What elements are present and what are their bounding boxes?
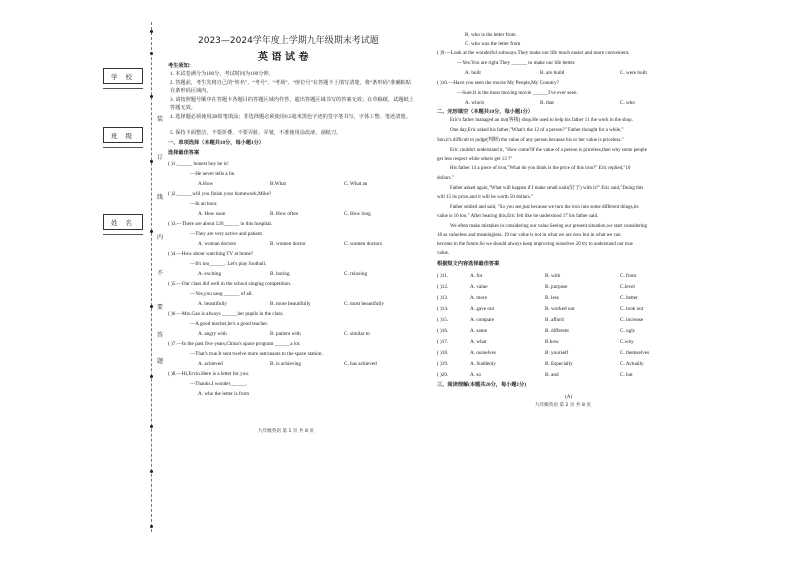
- question: ( )8.—Hi,Ervin.Here is a letter for you.: [168, 371, 250, 377]
- section1-title: 一、单项选择（本题共10分，每小题1分）: [168, 140, 264, 146]
- choice-number: ( )20.: [437, 372, 449, 378]
- seal-char: 装: [156, 116, 163, 123]
- option-b[interactable]: B. different: [545, 328, 569, 334]
- passage-line: Eric's father managed an inn(客栈) shop.He used to help his father 11 the work in the shop.: [450, 118, 633, 123]
- option-c[interactable]: C. ugly: [620, 328, 636, 334]
- section2-subtitle: 根据短文内容选择最佳答案: [437, 261, 500, 267]
- page-footer-left: 九年级英语 第 1 页 共 8 页: [258, 429, 314, 434]
- option-c[interactable]: C.level: [620, 284, 635, 290]
- option-a[interactable]: A. so: [470, 372, 481, 378]
- option-a[interactable]: A. gave out: [470, 306, 495, 312]
- option-b[interactable]: B. Especially: [545, 361, 573, 367]
- question: ( )5.—Our class did well in the school singing competition.: [168, 281, 292, 287]
- choice-number: ( )15.: [437, 317, 449, 323]
- option-b[interactable]: B. more beautifully: [270, 301, 311, 307]
- passage-line: Son,it's difficult to judge(判断) the value of any person because his or her value is priceless.": [437, 138, 624, 143]
- choice-number: ( )13.: [437, 295, 449, 301]
- option-a[interactable]: A. exciting: [198, 271, 222, 277]
- option-a[interactable]: A. beautifully: [198, 301, 227, 307]
- option-a[interactable]: A.How: [198, 181, 214, 187]
- question: ( )1.______ honest boy he is!: [168, 161, 229, 167]
- dialogue-line: —Thanks.I wonder______.: [190, 381, 248, 387]
- choice-number: ( )16.: [437, 328, 449, 334]
- option-c[interactable]: C. themselves: [620, 350, 650, 356]
- notice-item: 4. 选择题必须使用2B铅笔填涂；非选择题必须使用0.5毫米黑色字迹的签字笔书写，字体工整、笔迹清楚。: [170, 114, 411, 120]
- option-b[interactable]: B. purpose: [545, 284, 568, 290]
- subject-title: 英 语 试 卷: [258, 52, 309, 63]
- option-a[interactable]: A. ourselves: [470, 350, 496, 356]
- passage-line: His father 14 a piece of iron,"What do you think is the price of this iron?" Eric replied,"10: [450, 166, 631, 171]
- choice-number: ( )18.: [437, 350, 449, 356]
- option-c[interactable]: C. What an: [344, 181, 368, 187]
- option-c[interactable]: C. Actually: [620, 361, 644, 367]
- notice-item: 5. 保持卡面整洁，不要折叠、不要弄脏、弄皱，不准使用涂改液、刮纸刀。: [170, 130, 342, 136]
- option-c[interactable]: C. were built: [620, 70, 647, 76]
- exam-title: 2023—2024学年度上学期九年级期末考试题: [198, 36, 379, 46]
- option-c[interactable]: C. took out: [620, 306, 644, 312]
- passage-line: Eric couldn't understand it, "How come?If the value of a person is priceless,then why some people: [450, 148, 647, 153]
- passage-line: 18 as valueless and meaningless. 19 our value is not in what we are now but in what we can: [437, 233, 621, 238]
- option-a[interactable]: A. achieved: [198, 361, 223, 367]
- option-a[interactable]: A. built: [465, 70, 481, 76]
- question: ( )7.—In the past five years,China's space program ______a lot.: [168, 341, 301, 347]
- option-c[interactable]: C. has achieved: [344, 361, 377, 367]
- option-b[interactable]: B. are build: [540, 70, 565, 76]
- school-label: 学 校: [110, 72, 136, 81]
- passage-line: We often make mistakes in considering our value.Seeing our present situation,we start considering: [450, 224, 648, 229]
- notice-title: 考生须知：: [168, 63, 194, 69]
- seal-char: 答: [156, 332, 163, 339]
- passage-line: get less respect while others get 13 ?": [437, 157, 513, 162]
- option-a[interactable]: A. woman doctors: [198, 241, 237, 247]
- option-b[interactable]: B. who is the letter from: [465, 32, 516, 38]
- option-c[interactable]: C. relaxing: [344, 271, 368, 277]
- question: ( )6.—Mrs.Gao is always ______her pupils in the class.: [168, 311, 284, 317]
- reading-part-label: (A): [565, 394, 573, 400]
- option-a[interactable]: A. same: [470, 328, 487, 334]
- seal-char: 不: [156, 270, 163, 277]
- section3-title: 三、阅读理解(本题共20分，每小题1分): [437, 382, 527, 388]
- option-a[interactable]: A. Suddenly: [470, 361, 496, 367]
- question: ( )4.—How about watching TV at home?: [168, 251, 254, 257]
- option-b[interactable]: B. boring: [270, 271, 290, 277]
- passage-line: One day,Eric asked his father,"What's the 12 of a person?" Father thought for a while,": [450, 128, 624, 133]
- option-a[interactable]: A. for: [470, 273, 483, 279]
- notice-item: 2. 答题前，考生先将自己的“姓名”、“考号”、“考场”、“座位号”在答题卡上填写清楚，将“条形码”准确粘贴在条形码区域内。: [170, 80, 411, 94]
- option-a[interactable]: A. angry with: [198, 331, 227, 337]
- seal-char: 线: [156, 194, 163, 201]
- option-b[interactable]: B. is achieving: [270, 361, 301, 367]
- choice-number: ( )19.: [437, 361, 449, 367]
- option-b[interactable]: B. How often: [270, 211, 299, 217]
- option-c[interactable]: C. increase: [620, 317, 644, 323]
- option-a[interactable]: A. more: [470, 295, 487, 301]
- choice-number: ( )11.: [437, 273, 449, 279]
- option-c[interactable]: C. similar to: [344, 331, 370, 337]
- option-b[interactable]: B.how: [545, 339, 559, 345]
- dialogue-line: —In an hour.: [190, 201, 218, 207]
- dialogue-line: —It's too______. Let's play football.: [190, 261, 267, 267]
- option-a[interactable]: A. compare: [470, 317, 495, 323]
- option-b[interactable]: B. women doctor: [270, 241, 306, 247]
- seal-char: 题: [156, 358, 163, 365]
- dialogue-line: —Yes.You are right.They ______ to make our life better.: [457, 60, 576, 66]
- option-c[interactable]: C. How long: [344, 211, 371, 217]
- passage-line: will 15 its price,and it will be worth 50 dollars.": [437, 195, 534, 200]
- passage-line: value.: [437, 251, 450, 256]
- section2-title: 二、完形填空（本题共10分，每小题1分）: [437, 109, 533, 115]
- name-label: 姓 名: [110, 218, 136, 227]
- seal-char: 订: [156, 154, 163, 161]
- option-b[interactable]: B. afford: [545, 317, 564, 323]
- dialogue-line: —They are very active and patient.: [190, 231, 264, 237]
- passage-line: Father smiled and said, "So you see,just because we turn the iron into some different things,its: [450, 205, 639, 210]
- passage-line: become in the future.So we should always keep improving ourselves 20 try to understand our true: [437, 242, 633, 247]
- question: ( )10.—Have you seen the movie My People,My Country?: [437, 80, 559, 86]
- option-c[interactable]: C. women doctors: [344, 241, 382, 247]
- option-a[interactable]: A. who the letter is from: [198, 391, 249, 397]
- passage-line: dollars.": [437, 176, 454, 181]
- option-c[interactable]: C. from: [620, 273, 637, 279]
- option-c[interactable]: C. most beautifully: [344, 301, 384, 307]
- seal-char: 要: [156, 304, 163, 311]
- seal-char: 内: [156, 234, 163, 241]
- dialogue-line: —He never tells a lie.: [190, 171, 236, 177]
- option-b[interactable]: B. that: [540, 100, 554, 106]
- option-c[interactable]: C. who was the letter from: [465, 41, 521, 47]
- section1-subtitle: 选择最佳答案: [168, 150, 200, 156]
- dialogue-line: —Sure.It is the most moving movie ______I've ever seen.: [457, 90, 578, 96]
- option-c[interactable]: C.why: [620, 339, 634, 345]
- option-c[interactable]: C. but: [620, 372, 633, 378]
- option-b[interactable]: B. yourself: [545, 350, 569, 356]
- question: ( )9.—Look at the wonderful subways.They make our life much easier and more convenient.: [437, 50, 630, 56]
- option-b[interactable]: B. less: [545, 295, 559, 301]
- class-label: 班 级: [110, 131, 136, 140]
- option-b[interactable]: B. and: [545, 372, 559, 378]
- option-b[interactable]: B. worked out: [545, 306, 575, 312]
- question: ( )3.—There are about 120______ in this hospital.: [168, 221, 273, 227]
- choice-number: ( )17.: [437, 339, 449, 345]
- option-a[interactable]: A. How soon: [198, 211, 226, 217]
- option-c[interactable]: C. better: [620, 295, 638, 301]
- option-a[interactable]: A. which: [465, 100, 485, 106]
- page-footer-right: 九年级英语 第 2 页 共 8 页: [535, 403, 591, 408]
- notice-item: 3. 请按照题号顺序在答题卡各题目的答题区域内作答，超出答题区域书写的答案无效；在草稿纸、试题纸上答题无效。: [170, 97, 414, 111]
- dialogue-line: —A good teacher,he's a good teacher.: [190, 321, 269, 327]
- dialogue-line: —That's true.It sent twelve more astronauts to the space station.: [190, 351, 323, 357]
- option-b[interactable]: B. patient with: [270, 331, 301, 337]
- option-a[interactable]: A. value: [470, 284, 488, 290]
- option-a[interactable]: A. what: [470, 339, 487, 345]
- choice-number: ( )12.: [437, 284, 449, 290]
- passage-line: value is 16 too." After hearing this,Eric felt like he understood 17 his father said.: [437, 214, 599, 219]
- dialogue-line: —Yes,you sang ______ of all.: [190, 291, 253, 297]
- option-b[interactable]: B.What: [270, 181, 286, 187]
- choice-number: ( )14.: [437, 306, 449, 312]
- question: ( )2.______will you finish your homework,Mike?: [168, 191, 272, 197]
- passage-line: Father asked again,"What will happen if I make small nails(钉子) with it?" Eric said,"Doing this: [450, 186, 644, 191]
- option-c[interactable]: C. who: [620, 100, 635, 106]
- option-b[interactable]: B. with: [545, 273, 561, 279]
- notice-item: 1. 本试卷满分为100分，考试时间为100分钟。: [170, 71, 274, 77]
